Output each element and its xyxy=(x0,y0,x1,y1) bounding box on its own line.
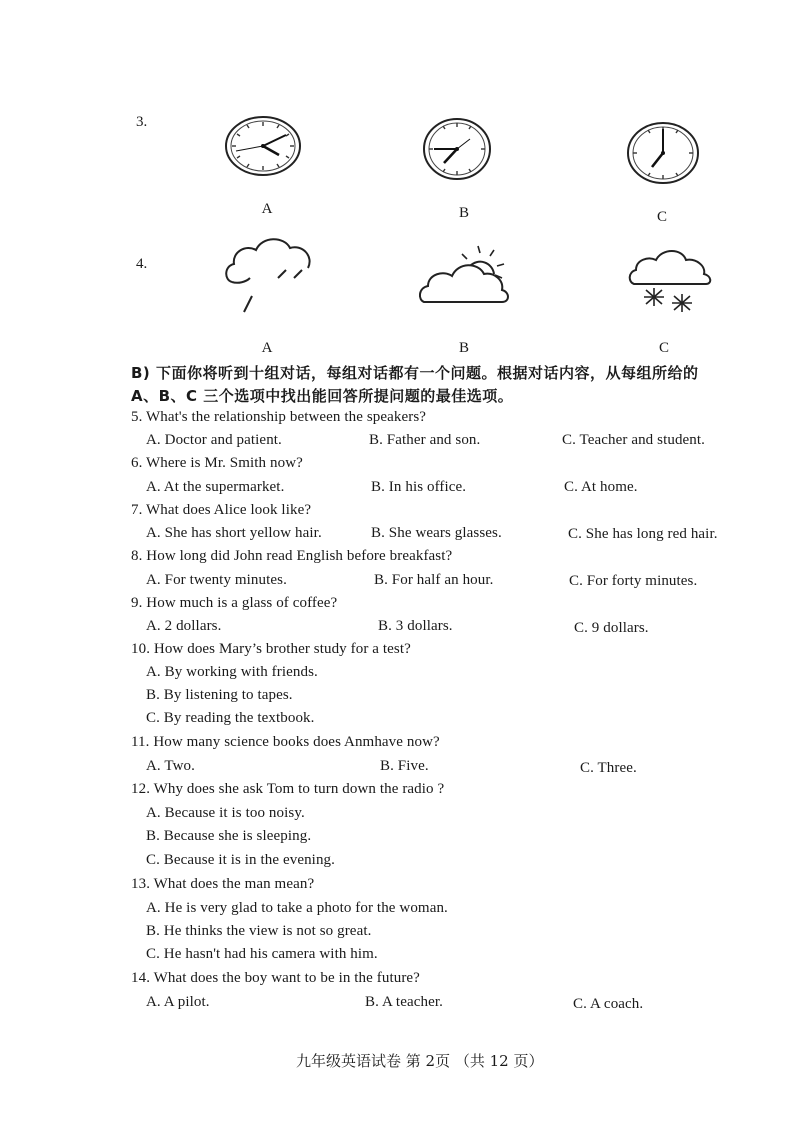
answer-option[interactable]: A. Because it is too noisy. xyxy=(146,805,305,821)
answer-option[interactable]: B. He thinks the view is not so great. xyxy=(146,923,372,939)
option-label: A xyxy=(261,201,273,217)
question-text: 13. What does the man mean? xyxy=(131,876,315,892)
answer-option[interactable]: A. For twenty minutes. xyxy=(146,572,287,588)
answer-option[interactable]: A. Doctor and patient. xyxy=(146,432,282,448)
answer-option[interactable]: A. He is very glad to take a photo for the woman. xyxy=(146,900,448,916)
question-3-number: 3. xyxy=(136,114,148,130)
answer-option[interactable]: A. She has short yellow hair. xyxy=(146,525,322,541)
option-label: B xyxy=(458,340,469,356)
option-label: C xyxy=(658,340,669,356)
answer-option[interactable]: C. A coach. xyxy=(573,996,644,1012)
question-text: 8. How long did John read English before breakfast? xyxy=(131,548,453,564)
answer-option[interactable]: B. For half an hour. xyxy=(374,572,494,588)
answer-option[interactable]: A. At the supermarket. xyxy=(146,479,285,495)
question-text: 12. Why does she ask Tom to turn down the radio ? xyxy=(131,781,445,797)
clock-icon xyxy=(626,121,700,185)
answer-option[interactable]: B. 3 dollars. xyxy=(378,618,453,634)
clock-icon xyxy=(422,117,492,181)
answer-option[interactable]: C. He hasn't had his camera with him. xyxy=(146,946,378,962)
section-b-instruction: A、B、C 三个选项中找出能回答所提问题的最佳选项。 xyxy=(131,387,514,405)
question-text: 11. How many science books does Anmhave now? xyxy=(131,734,440,750)
answer-option[interactable]: C. For forty minutes. xyxy=(569,573,698,589)
answer-option[interactable]: C. Because it is in the evening. xyxy=(146,852,335,868)
answer-option[interactable]: A. By working with friends. xyxy=(146,664,318,680)
question-text: 7. What does Alice look like? xyxy=(131,502,312,518)
page-footer: 九年级英语试卷 第 2页 （共 12 页） xyxy=(296,1052,544,1070)
answer-option[interactable]: C. By reading the textbook. xyxy=(146,710,315,726)
question-text: 10. How does Mary’s brother study for a test? xyxy=(131,641,411,657)
answer-option[interactable]: C. At home. xyxy=(564,479,638,495)
answer-option[interactable]: B. By listening to tapes. xyxy=(146,687,293,703)
answer-option[interactable]: C. She has long red hair. xyxy=(568,526,718,542)
answer-option[interactable]: C. 9 dollars. xyxy=(574,620,649,636)
option-label: C xyxy=(656,209,667,225)
answer-option[interactable]: A. 2 dollars. xyxy=(146,618,222,634)
question-text: 6. Where is Mr. Smith now? xyxy=(131,455,303,471)
section-b-instruction: B) 下面你将听到十组对话，每组对话都有一个问题。根据对话内容，从每组所给的 xyxy=(131,364,699,382)
question-text: 9. How much is a glass of coffee? xyxy=(131,595,338,611)
clock-icon xyxy=(224,115,302,177)
answer-option[interactable]: A. Two. xyxy=(146,758,195,774)
option-label: A xyxy=(261,340,273,356)
snow-cloud-icon xyxy=(628,246,716,314)
answer-option[interactable]: B. Because she is sleeping. xyxy=(146,828,312,844)
question-4-number: 4. xyxy=(136,256,148,272)
question-text: 14. What does the boy want to be in the future? xyxy=(131,970,420,986)
answer-option[interactable]: C. Three. xyxy=(580,760,637,776)
answer-option[interactable]: B. A teacher. xyxy=(365,994,443,1010)
answer-option[interactable]: C. Teacher and student. xyxy=(562,432,706,448)
answer-option[interactable]: A. A pilot. xyxy=(146,994,210,1010)
option-label: B xyxy=(458,205,469,221)
answer-option[interactable]: B. Father and son. xyxy=(369,432,481,448)
answer-option[interactable]: B. She wears glasses. xyxy=(371,525,502,541)
partly-cloudy-icon xyxy=(418,244,512,306)
answer-option[interactable]: B. Five. xyxy=(380,758,429,774)
question-text: 5. What's the relationship between the speakers? xyxy=(131,409,427,425)
answer-option[interactable]: B. In his office. xyxy=(371,479,467,495)
rain-cloud-icon xyxy=(222,230,322,318)
